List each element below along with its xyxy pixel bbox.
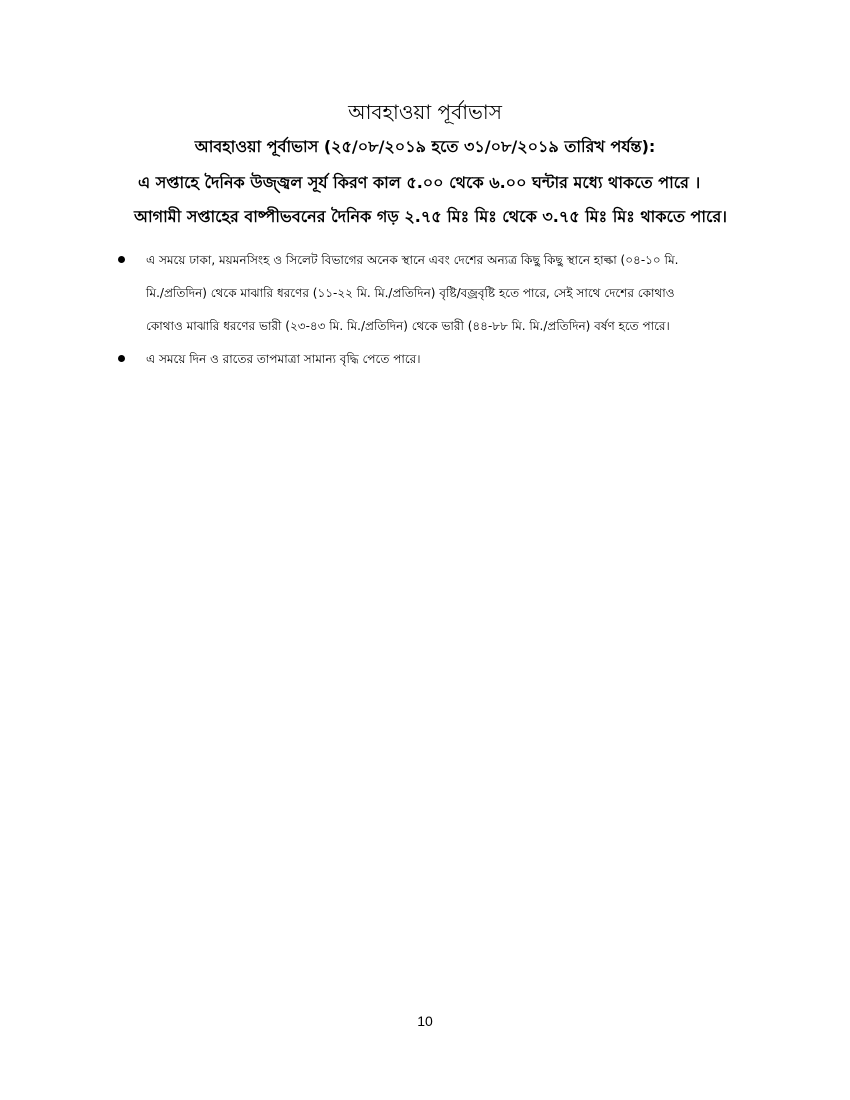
- forecast-period-heading: আবহাওয়া পূর্বাভাস (২৫/০৮/২০১৯ হতে ৩১/০৮/২০১৯ তারিখ পর্যন্ত):: [194, 137, 656, 156]
- bullet-icon: [118, 355, 125, 362]
- bullet-text-line: মি./প্রতিদিন) থেকে মাঝারি ধরণের (১১-২২ মি. মি./প্রতিদিন) বৃষ্টি/বজ্রবৃষ্টি হতে পারে, সেই সাথে দেশের কোথাও: [146, 286, 675, 300]
- bullet-text-line: কোথাও মাঝারি ধরণের ভারী (২৩-৪৩ মি. মি./প্রতিদিন) থেকে ভারী (৪৪-৮৮ মি. মি./প্রতিদিন) বর্ষণ হতে পারে।: [146, 319, 670, 333]
- list-item: [118, 343, 778, 376]
- forecast-bullet-list: [118, 244, 778, 376]
- evaporation-summary: আগামী সপ্তাহের বাষ্পীভবনের দৈনিক গড় ২.৭৫ মিঃ মিঃ থেকে ৩.৭৫ মিঃ মিঃ থাকতে পারে।: [134, 207, 727, 226]
- page-number: 10: [417, 1013, 433, 1029]
- sunshine-summary: এ সপ্তাহে দৈনিক উজ্জ্বল সূর্য কিরণ কাল ৫.০০ থেকে ৬.০০ ঘন্টার মধ্যে থাকতে পারে ।: [138, 173, 701, 192]
- page-title: আবহাওয়া পূর্বাভাস: [348, 100, 502, 124]
- bullet-icon: [118, 256, 125, 263]
- bullet-text-line: এ সময়ে ঢাকা, ময়মনসিংহ ও সিলেট বিভাগের অনেক স্থানে এবং দেশের অন্যত্র কিছু কিছু স্থানে হাল্কা (০৪-১০ মি.: [146, 253, 679, 267]
- bullet-text-line: এ সময়ে দিন ও রাতের তাপমাত্রা সামান্য বৃদ্ধি পেতে পারে।: [146, 352, 421, 366]
- list-item: [118, 244, 778, 343]
